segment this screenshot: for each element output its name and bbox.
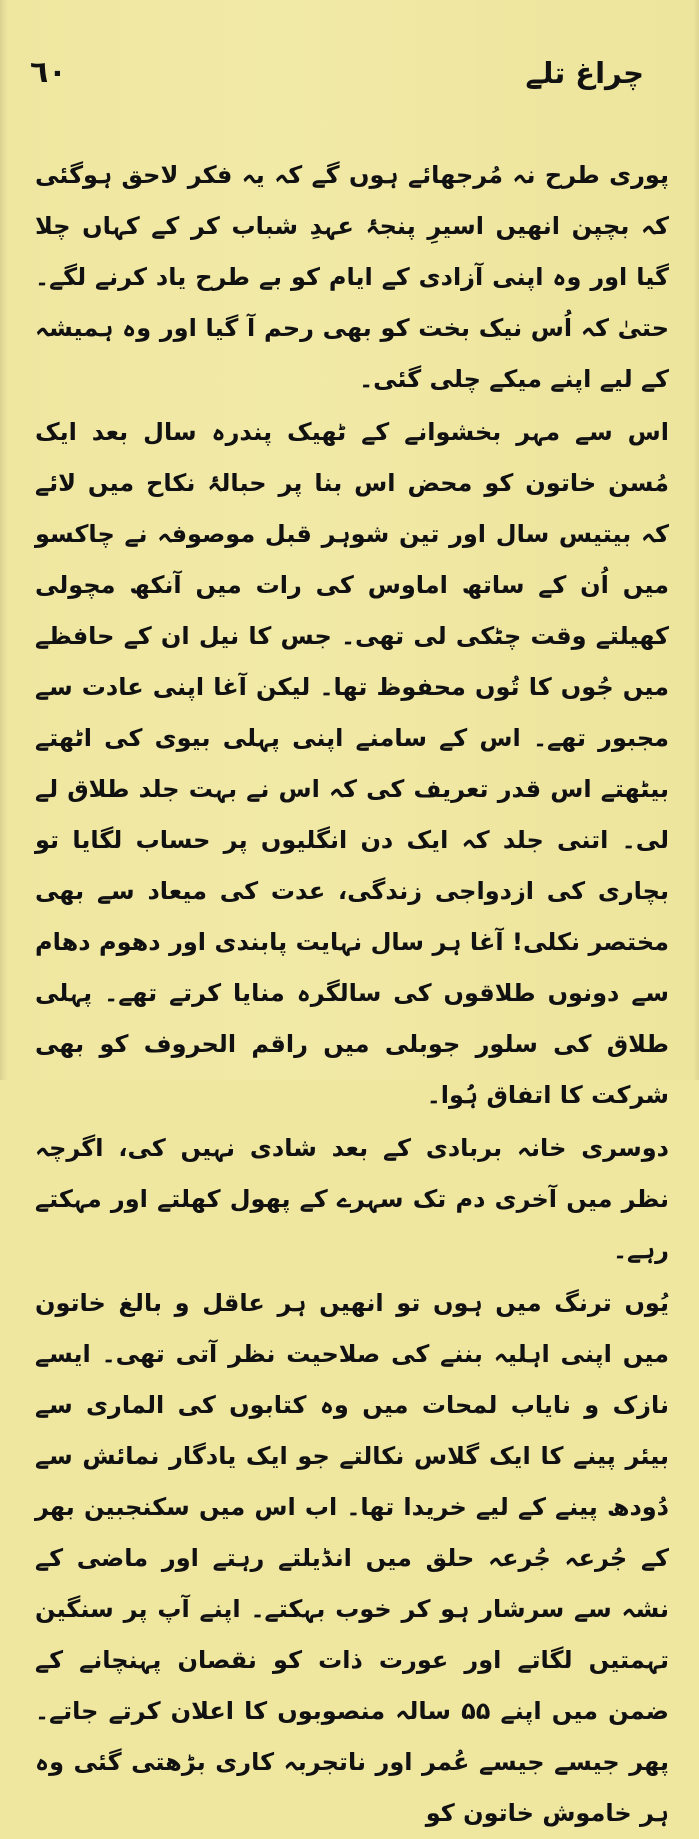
paragraph-1: پوری طرح نہ مُرجھائے ہوں گے کہ یہ فکر لاحق ہوگئی کہ بچپن انھیں اسیرِ پنجۂ عہدِ شباب کر کے کہاں چلا گیا اور وہ اپنی آزادی کے ایام کو بے طرح یاد کرنے لگے۔ حتیٰ کہ اُس نیک بخت کو بھی رحم آ گیا اور وہ ہمیشہ کے لیے اپنے میکے چلی گئی۔	[35, 161, 669, 393]
paragraph-4: یُوں ترنگ میں ہوں تو انھیں ہر عاقل و بالغ خاتون میں اپنی اہلیہ بننے کی صلاحیت نظر آتی تھی۔ ایسے نازک و نایاب لمحات میں وہ کتابوں کی الماری سے بیئر پینے کا ایک گلاس نکالتے جو ایک یادگار نمائش سے دُودھ پینے کے لیے خریدا تھا۔ اب اس میں سکنجبین بھر کے جُرعہ جُرعہ حلق میں انڈیلتے رہتے اور ماضی کے نشہ سے سرشار ہو کر خوب بہکتے۔ اپنے آپ پر سنگین تہمتیں لگاتے اور عورت ذات کو نقصان پہنچانے کے ضمن میں اپنے ۵۵ سالہ منصوبوں کا اعلان کرتے جاتے۔ پھر جیسے جیسے عُمر اور ناتجربہ کاری بڑھتی گئی وہ ہر خاموش خاتون کو	[35, 1289, 670, 1827]
page-header	[30, 48, 644, 98]
running-title: چراغ تلے	[525, 55, 644, 90]
page-body-text	[35, 150, 669, 1839]
paragraph-2: اس سے مہر بخشوانے کے ٹھیک پندرہ سال بعد ایک مُسن خاتون کو محض اس بنا پر حبالۂ نکاح میں لائے کہ بیتیس سال اور تین شوہر قبل موصوفہ نے چاکسو میں اُن کے ساتھ اماوس کی رات میں آنکھ مچولی کھیلتے وقت چٹکی لی تھی۔ جس کا نیل ان کے حافظے میں جُوں کا تُوں محفوظ تھا۔ لیکن آغا اپنی عادت سے مجبور تھے۔ اس کے سامنے اپنی پہلی بیوی کی اٹھتے بیٹھتے اس قدر تعریف کی کہ اس نے بہت جلد طلاق لے لی۔ اتنی جلد کہ ایک دن انگلیوں پر حساب لگایا تو بچاری کی ازدواجی زندگی، عدت کی میعاد سے بھی مختصر نکلی! آغا ہر سال نہایت پابندی اور دھوم دھام سے دونوں طلاقوں کی سالگرہ منایا کرتے تھے۔ پہلی طلاق کی سلور جوبلی میں راقم الحروف کو بھی شرکت کا اتفاق ہُوا۔	[35, 418, 669, 1109]
scan-edge-shadow-right	[693, 0, 699, 1080]
page-number: ٦٠	[30, 55, 67, 90]
paragraph-3: دوسری خانہ بربادی کے بعد شادی نہیں کی، اگرچہ نظر میں آخری دم تک سہرے کے پھول کھلتے اور مہکتے رہے۔	[35, 1134, 669, 1264]
scan-edge-shadow-left	[0, 0, 8, 1080]
